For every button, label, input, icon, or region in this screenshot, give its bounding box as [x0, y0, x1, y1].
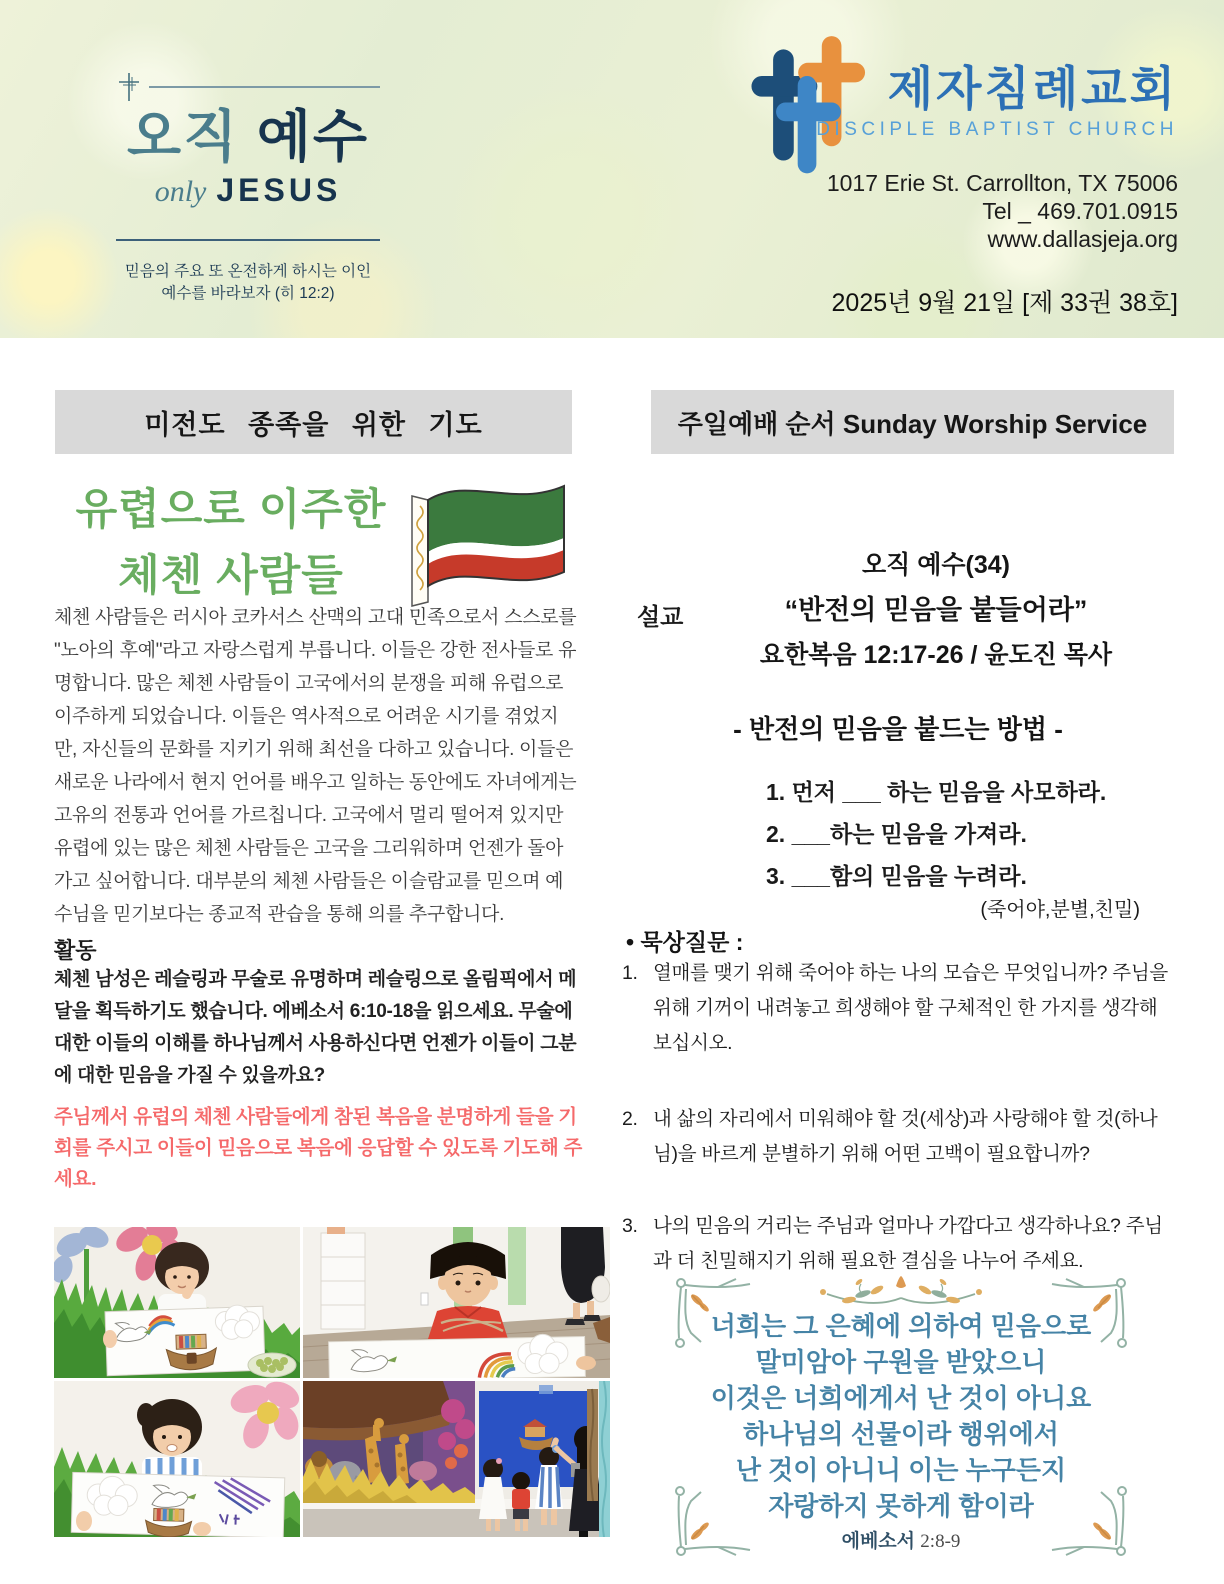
church-identity	[816, 62, 1178, 319]
slogan-only: only	[154, 175, 207, 208]
photo-girl-striped-shirt-ark-craft	[54, 1381, 300, 1537]
church-name-english: DISCIPLE BAPTIST CHURCH	[816, 119, 1178, 140]
sermon-passage: 요한복음 12:17-26 / 윤도진 목사	[759, 641, 1113, 669]
logo-divider	[116, 239, 380, 241]
photo-children-at-ark-mural	[303, 1381, 610, 1537]
slogan-korean	[116, 106, 380, 168]
cross-mark-icon	[116, 72, 142, 102]
photo-girl-holding-ark-craft	[54, 1227, 300, 1378]
section-title-sunday-worship: 주일예배 순서 Sunday Worship Service	[651, 390, 1174, 454]
outline-item-2: 2. ___하는 믿음을 가져라.	[766, 821, 1027, 847]
outline-item-1: 1. 먼저 ___ 하는 믿음을 사모하라.	[766, 779, 1107, 805]
reflection-question-3	[622, 1209, 1176, 1279]
reflection-questions-heading: • 묵상질문 :	[626, 929, 744, 955]
reflection-question-2	[622, 1102, 1176, 1172]
sermon-series: 오직 예수(34)	[861, 551, 1010, 579]
sermon-outline-list	[766, 771, 1106, 897]
logo-top-rule	[116, 72, 380, 102]
children-photo-collage	[54, 1227, 610, 1537]
verse-caption	[116, 261, 380, 305]
verse-ref-numbers: 2:8-9	[920, 1531, 961, 1552]
verse-reference	[678, 1526, 1124, 1553]
ark-canvas	[105, 1304, 265, 1375]
church-website: www.dallasjeja.org	[987, 226, 1178, 252]
question-text: 나의 믿음의 거리는 주님과 얼마나 가깝다고 생각하나요? 주님과 더 친밀해지기 위해 필요한 결심을 나누어 주세요.	[653, 1215, 1163, 1272]
bulletin-logo	[116, 72, 380, 305]
outline-item-3: 3. ___함의 믿음을 누려라.	[766, 863, 1027, 889]
issue-date: 2025년 9월 21일 [제 33권 38호]	[831, 289, 1178, 317]
section-title-unreached-prayer: 미전도 종족을 위한 기도	[55, 390, 572, 454]
slogan-main: 예수	[256, 105, 369, 168]
verse-caption-line1: 믿음의 주요 또 온전하게 하시는 이인	[124, 263, 372, 280]
sermon-label: 설교	[637, 604, 684, 631]
reflection-questions-list	[622, 956, 1176, 1279]
verse-line: 이것은 너희에게서 난 것이 아니요	[710, 1383, 1092, 1413]
sermon-title: “반전의 믿음을 붙들어라”	[784, 595, 1088, 625]
verse-line: 자랑하지 못하게 함이라	[768, 1491, 1034, 1521]
verse-line: 너희는 그 은혜에 의하여 믿음으로	[710, 1311, 1092, 1341]
headline-line2: 체첸 사람들	[118, 552, 344, 600]
article-headline	[50, 477, 412, 609]
sermon-info	[690, 543, 1182, 678]
headline-line1: 유렵으로 이주한	[75, 486, 387, 534]
mural	[303, 1381, 475, 1503]
verse-line: 하나님의 선물이라 행위에서	[743, 1419, 1059, 1449]
outline-answer-key: (죽어야,분별,친밀)	[980, 899, 1140, 921]
church-phone: Tel _ 469.701.0915	[982, 198, 1178, 224]
photo-boy-holding-ark-craft	[303, 1227, 610, 1378]
church-address: 1017 Erie St. Carrollton, TX 75006	[826, 170, 1178, 196]
slogan-accent: 오직	[127, 105, 240, 168]
horizontal-rule	[149, 86, 380, 88]
verse-ref-book: 에베소서	[841, 1531, 916, 1552]
church-contact	[816, 169, 1178, 253]
question-number: 1.	[622, 962, 638, 984]
verse-text	[678, 1308, 1124, 1524]
memory-verse-card	[678, 1276, 1124, 1558]
article-body: 체첸 사람들은 러시아 코카서스 산맥의 고대 민족으로서 스스로를 "노아의 후예"라고 자랑스럽게 부릅니다. 이들은 강한 전사들로 유명합니다. 많은 체첸 사람들이 고국에서의 분쟁을 피해 유럽으로 이주하게 되었습니다. 이들은 역사적으로 어려운 시기를 겪었지만, 자신들의 문화를 지키기 위해 최선을 다하고 있습니다. 이들은 새로운 나라에서 현지 언어를 배우고 일하는 동안에도 자녀에게는 고유의 전통과 언어를 가르칩니다. 고국에서 멀리 떨어져 있지만 유렵에 있는 많은 체첸 사람들은 고국을 그리워하며 언젠가 돌아가고 싶어합니다. 대부분의 체첸 사람들은 이슬람교를 믿으며 예수님을 믿기보다는 종교적 관습을 통해 의를 추구합니다.	[54, 607, 577, 925]
activity-body: 체첸 남성은 레슬링과 무술로 유명하며 레슬링으로 올림픽에서 메달을 획득하기도 했습니다. 에베소서 6:10-18을 읽으세요. 무술에 대한 이들의 이해를 하나님께서 사용하신다면 언젠가 이들이 그분에 대한 믿음을 가질 수 있을까요?	[54, 969, 577, 1086]
ark-canvas	[71, 1472, 285, 1537]
masthead-banner	[0, 0, 1224, 338]
verse-caption-line2: 예수를 바라보자 (히 12:2)	[161, 285, 335, 302]
grapes	[248, 1353, 296, 1377]
question-number: 3.	[622, 1215, 638, 1237]
question-text: 열매를 맺기 위해 죽어야 하는 나의 모습은 무엇입니까? 주님을 위해 기꺼이 내려놓고 희생해야 할 구체적인 한 가지를 생각해 보십시오.	[653, 962, 1168, 1054]
question-number: 2.	[622, 1108, 638, 1130]
church-name-korean: 제자침례교회	[887, 62, 1178, 115]
prayer-request: 주님께서 유럽의 체첸 사람들에게 참된 복음을 분명하게 들을 기회를 주시고 이들이 믿음으로 복음에 응답할 수 있도록 기도해 주세요.	[54, 1106, 583, 1190]
slogan-jesus: JESUS	[216, 172, 342, 208]
slogan-english	[116, 172, 380, 209]
floral-ornament-icon	[801, 1274, 1001, 1310]
verse-line: 난 것이 아니니 이는 누구든지	[735, 1455, 1067, 1485]
question-text: 내 삶의 자리에서 미워해야 할 것(세상)과 사랑해야 할 것(하나님)을 바르게 분별하기 위해 어떤 고백이 필요합니까?	[653, 1108, 1158, 1165]
sermon-outline-heading: - 반전의 믿음을 붙드는 방법 -	[733, 714, 1063, 744]
verse-line: 말미암아 구원을 받았으니	[755, 1347, 1047, 1377]
reflection-question-1	[622, 956, 1176, 1061]
activity-heading: 활동	[54, 938, 97, 963]
